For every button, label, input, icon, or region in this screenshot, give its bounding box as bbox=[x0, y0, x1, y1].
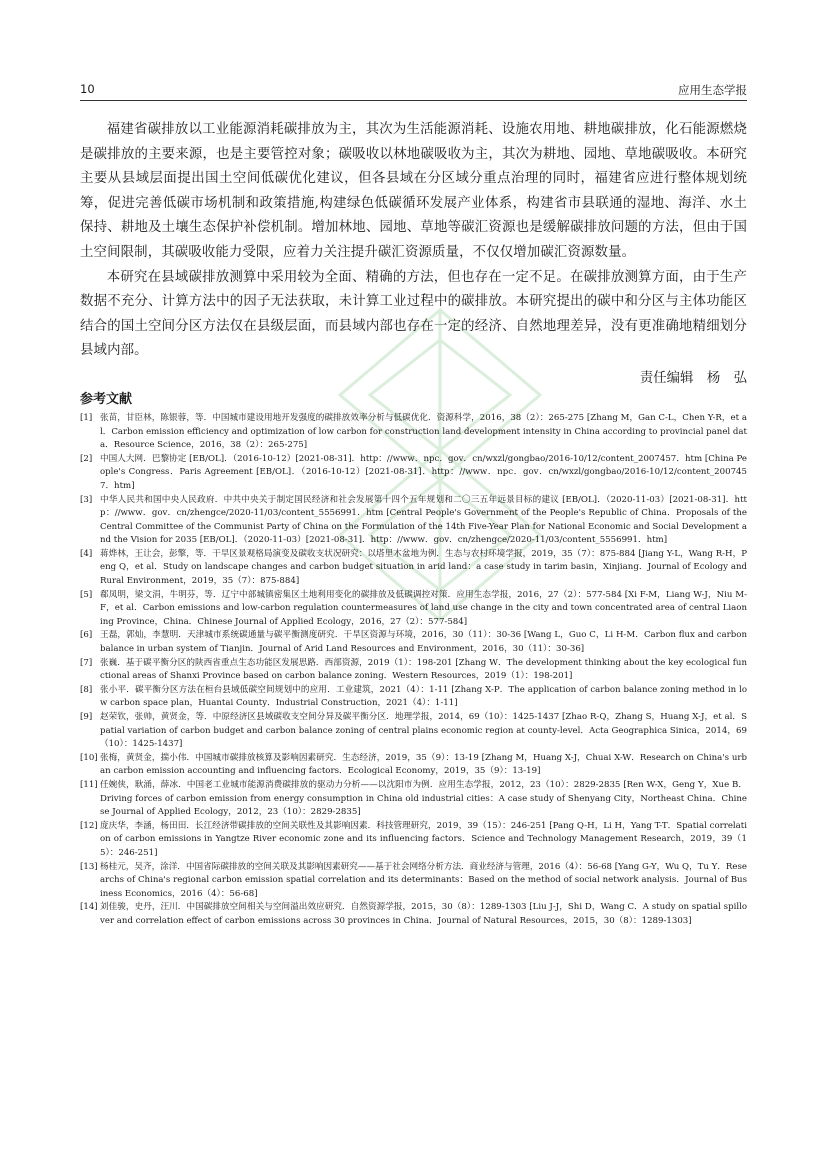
reference-item bbox=[80, 820, 747, 861]
reference-text: 张小平．碳平衡分区方法在桓台县域低碳空间规划中的应用．工业建筑，2021（4）：1-11 [Zhang X-P．The application of carbon balance zoning method in low carbon space plan，Huantai County．Industrial Construction，2021（4）：1-11] bbox=[100, 684, 747, 709]
page-number: 10 bbox=[80, 82, 95, 96]
reference-text: 杨桂元，吴齐，涂洋．中国省际碳排放的空间关联及其影响因素研究——基于社会网络分析方法．商业经济与管理，2016（4）：56-68 [Yang G-Y，Wu Q，Tu Y．Researchs of China's regional carbon emission spatial correlation and its determinants：Based on the method of social network analysis．Journal of Business Economics，2016（4）：56-68] bbox=[100, 861, 747, 899]
reference-text: 赵荣钦，张帅，黄贤金，等．中原经济区县域碳收支空间分异及碳平衡分区．地理学报，2014，69（10）：1425-1437 [Zhao R-Q，Zhang S，Huang X-J，et al．Spatial variation of carbon budget and carbon balance zoning of central plains economic region at county-level．Acta Geographica Sinica，2014，69（10）：1425-1437] bbox=[100, 712, 747, 750]
responsible-editor: 责任编辑 杨 弘 bbox=[639, 370, 747, 386]
reference-number: [13] bbox=[80, 861, 98, 872]
reference-item bbox=[80, 684, 747, 711]
reference-item bbox=[80, 711, 747, 752]
reference-number: [4] bbox=[80, 548, 93, 559]
reference-text: 张巍．基于碳平衡分区的陕西省重点生态功能区发展思路．西部资源，2019（1）：198-201 [Zhang W．The development thinking about the key ecological functional areas of Shanxi Province based on carbon balance zoning．Western Resources，2019（1）：198-201] bbox=[100, 657, 747, 682]
reference-number: [3] bbox=[80, 494, 93, 505]
reference-text: 中华人民共和国中央人民政府．中共中央关于制定国民经济和社会发展第十四个五年规划和二〇三五年远景目标的建议 [EB/OL]．（2020-11-03）[2021-08-31]．http：//www．gov．cn/zhengce/2020-11/03/content_5556991．htm [Central People's Government of the People's Republic of China．Proposals of the Central Committee of the Communist Party of China on the Formulation of the 14th Five-Year Plan for National Economic and Social Development and the Vision for 2035 [EB/OL]．（2020-11-03）[2021-08-31]．http：//www．gov．cn/zhengce/2020-11/03/content_5556991．htm] bbox=[100, 494, 747, 546]
reference-number: [8] bbox=[80, 684, 93, 695]
reference-item bbox=[80, 752, 747, 779]
reference-number: [9] bbox=[80, 712, 93, 722]
reference-text: 王磊，郭灿，李慧明．天津城市系统碳通量与碳平衡测度研究．干旱区资源与环境，2016，30（11）：30-36 [Wang L，Guo C，Li H-M．Carbon flux and carbon balance in urban system of Tianjin．Journal of Arid Land Resources and Environment，2016，30（11）：30-36] bbox=[100, 630, 747, 655]
reference-item bbox=[80, 861, 747, 902]
body-paragraph: 福建省碳排放以工业能源消耗碳排放为主，其次为生活能源消耗、设施农用地、耕地碳排放，化石能源燃烧是碳排放的主要来源，也是主要管控对象；碳吸收以林地碳吸收为主，其次为耕地、园地、草地碳吸收。本研究主要从县域层面提出国土空间低碳优化建议，但各县域在分区域分重点治理的同时，福建省应进行整体规划统筹，促进完善低碳市场机制和政策措施,构建绿色低碳循环发展产业体系，构建省市县联通的湿地、海洋、水土保持、耕地及土壤生态保护补偿机制。增加林地、园地、草地等碳汇资源也是缓解碳排放问题的方法，但由于国土空间限制，其碳吸收能力受限，应着力关注提升碳汇资源质量，不仅仅增加碳汇资源数量。 bbox=[80, 122, 747, 260]
reference-item bbox=[80, 629, 747, 656]
reference-number: [7] bbox=[80, 657, 93, 668]
reference-number: [2] bbox=[80, 453, 93, 464]
reference-text: 张梅，黄贤金，揣小伟．中国城市碳排放核算及影响因素研究．生态经济，2019，35（9）：13-19 [Zhang M，Huang X-J，Chuai X-W．Research on China's urban carbon emission accounting and influencing factors．Ecological Economy，2019，35（9）：13-19] bbox=[100, 752, 747, 777]
reference-item bbox=[80, 412, 747, 453]
reference-text: 蒋烨林，王让会，彭擎，等．干旱区景观格局演变及碳收支状况研究：以塔里木盆地为例．生态与农村环境学报，2019，35（7）：875-884 [Jiang Y-L，Wang R-H，Peng Q，et al．Study on landscape changes and carbon budget situation in arid land：a case study in tarim basin，Xinjiang．Journal of Ecology and Rural Environment，2019，35（7）：875-884] bbox=[100, 548, 747, 587]
reference-number: [11] bbox=[80, 779, 98, 790]
journal-name: 应用生态学报 bbox=[678, 83, 747, 97]
reference-item bbox=[80, 494, 747, 548]
page-body bbox=[80, 118, 747, 929]
reference-text: 张苗，甘臣林，陈银蓉，等．中国城市建设用地开发强度的碳排放效率分析与低碳优化．资源科学，2016，38（2）：265-275 [Zhang M，Gan C-L，Chen Y-R，et al．Carbon emission efficiency and optimization of low carbon for construction land development intensity in China according to provincial panel data．Resource Science，2016，38（2）：265-275] bbox=[100, 412, 747, 451]
reference-item bbox=[80, 657, 747, 684]
reference-text: 中国人大网．巴黎协定 [EB/OL]．（2016-10-12）[2021-08-31]．http：//www．npc．gov．cn/wxzl/gongbao/2016-10/12/content_2007457．htm [China People's Congress．Paris Agreement [EB/OL]．（2016-10-12）[2021-08-31]．http：//www．npc．gov．cn/wxzl/gongbao/2016-10/12/content_2007457．htm] bbox=[100, 453, 747, 491]
reference-item bbox=[80, 901, 747, 928]
reference-number: [1] bbox=[80, 412, 93, 423]
reference-number: [12] bbox=[80, 820, 98, 831]
reference-item bbox=[80, 453, 747, 494]
reference-number: [5] bbox=[80, 589, 93, 600]
reference-text: 郗凤明，梁文涓，牛明芬，等．辽宁中部城镇密集区土地利用变化的碳排放及低碳调控对策．应用生态学报，2016，27（2）：577-584 [Xi F-M，Liang W-J，Niu M-F，et al．Carbon emissions and low-carbon regulation countermeasures of land use change in the city and town concentrated area of central Liaoning Province，China．Chinese Journal of Applied Ecology，2016，27（2）：577-584] bbox=[100, 589, 747, 627]
body-paragraph: 本研究在县域碳排放测算中采用较为全面、精确的方法，但也存在一定不足。在碳排放测算方面，由于生产数据不充分、计算方法中的因子无法获取，未计算工业过程中的碳排放。本研究提出的碳中和分区与主体功能区结合的国土空间分区方法仅在县级层面，而县域内部也存在一定的经济、自然地理差异，没有更准确地精细划分县域内部。 bbox=[80, 269, 747, 359]
reference-text: 庞庆华，李涵，杨田田．长江经济带碳排放的空间关联性及其影响因素．科技管理研究，2019，39（15）：246-251 [Pang Q-H，Li H，Yang T-T．Spatial correlation of carbon emissions in Yangtze River economic zone and its influencing factors．Science and Technology Management Research，2019，39（15）：246-251] bbox=[100, 820, 747, 858]
references-list bbox=[80, 412, 747, 929]
reference-text: 刘佳骏，史丹，汪川．中国碳排放空间相关与空间溢出效应研究．自然资源学报，2015，30（8）：1289-1303 [Liu J-J，Shi D，Wang C．A study on spatial spillover and correlation effect of carbon emissions across 30 provinces in China．Journal of Natural Resources，2015，30（8）：1289-1303] bbox=[100, 902, 747, 926]
reference-item bbox=[80, 589, 747, 630]
reference-item bbox=[80, 548, 747, 589]
references-title: 参考文献 bbox=[80, 391, 133, 407]
reference-number: [14] bbox=[80, 902, 98, 913]
reference-text: 任婉侠，耿涌，薛冰．中国老工业城市能源消费碳排放的驱动力分析——以沈阳市为例．应用生态学报，2012，23（10）：2829-2835 [Ren W-X，Geng Y，Xue B．Driving forces of carbon emission from energy consumption in China old industrial cities：A case study of Shenyang City，Northeast China．Chinese Journal of Applied Ecology，2012，23（10）：2829-2835] bbox=[100, 779, 747, 818]
reference-number: [6] bbox=[80, 630, 93, 641]
header-rule bbox=[80, 100, 747, 101]
reference-item bbox=[80, 779, 747, 820]
page-header bbox=[80, 80, 747, 100]
reference-number: [10] bbox=[80, 752, 98, 763]
